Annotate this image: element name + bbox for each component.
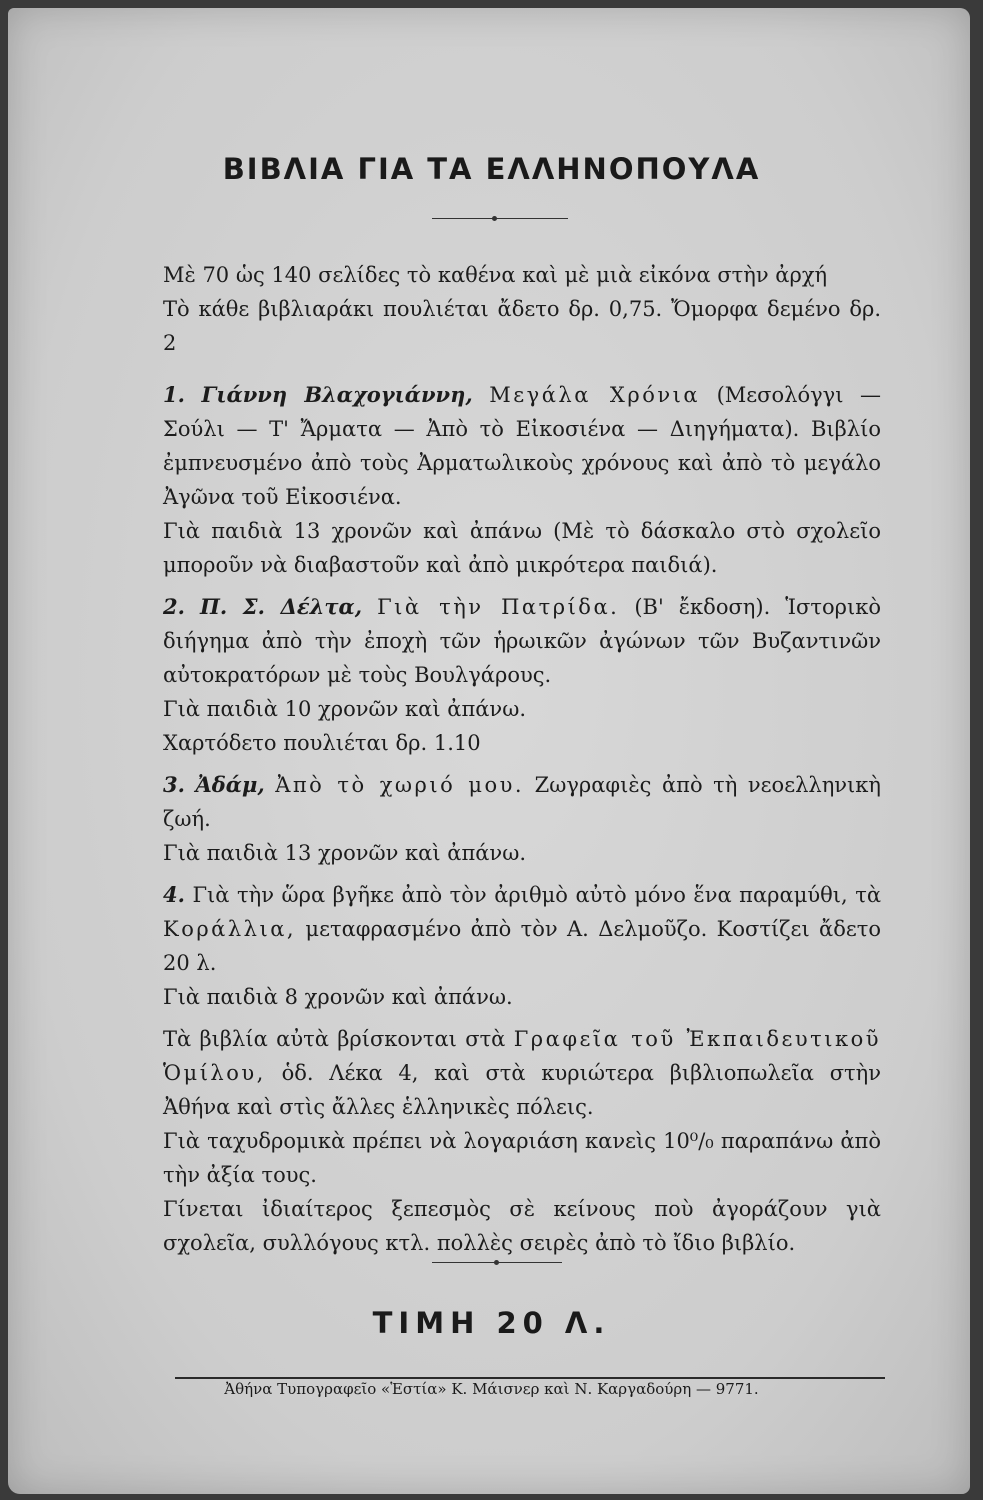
title-ornament	[432, 218, 568, 219]
footer-rule	[175, 1377, 885, 1379]
entry-2-text: (Β' ἔκδοση). Ἱστορικὸ διήγημα ἀπὸ τὴν ἐποχὴ τῶν ἡρωικῶν ἀγώνων τῶν Βυζαντινῶν αὐτοκρατόρων μὲ τοὺς Βουλγάρους.	[163, 595, 881, 687]
closing-1-b: ὁδ. Λέκα 4, καὶ στὰ κυριώτερα βιβλιοπωλεῖα στὴν Ἀθήνα καὶ στὶς ἄλλες ἑλληνικὲς πόλεις.	[163, 1061, 881, 1119]
document-body	[163, 258, 881, 1260]
entry-4-text-b: μεταφρασμένο ἀπὸ τὸν Α. Δελμοῦζο. Κοστίζει ἄδετο 20 λ.	[163, 917, 881, 975]
entry-2-title: Γιὰ τὴν Πατρίδα.	[377, 595, 620, 619]
price-label: ΤΙΜΗ 20 Λ.	[372, 1306, 611, 1340]
entry-3-number: 3.	[163, 772, 185, 797]
entry-2-author: Π. Σ. Δέλτα,	[199, 594, 363, 619]
entry-3-title: Ἀπὸ τὸ χωριό μου.	[275, 773, 525, 797]
intro-line-1: Μὲ 70 ὡς 140 σελίδες τὸ καθένα καὶ μὲ μιὰ εἰκόνα στὴν ἀρχή	[163, 263, 828, 287]
closing-paragraph-3: Γίνεται ἰδιαίτερος ξεπεσμὸς σὲ κείνους ποὺ ἀγοράζουν γιὰ σχολεῖα, συλλόγους κτλ. πολλὲς σειρὲς ἀπὸ τὸ ἴδιο βιβλίο.	[163, 1197, 881, 1255]
closing-1-a: Τὰ βιβλία αὐτὰ βρίσκονται στὰ	[163, 1027, 514, 1051]
printer-imprint: Ἀθήνα Τυπογραφεῖο «Ἑστία» Κ. Μάισνερ καὶ Ν. Καργαδούρη — 9771.	[224, 1380, 759, 1398]
intro-line-2: Τὸ κάθε βιβλιαράκι πουλιέται ἄδετο δρ. 0,75. Ὄμορφα δεμένο δρ. 2	[163, 297, 881, 355]
entry-1-author: Γιάννη Βλαχογιάννη,	[201, 382, 473, 407]
entry-4-title: Κοράλλια,	[163, 917, 297, 941]
closing-paragraph-1	[163, 1022, 881, 1124]
entry-3-text: Ζωγραφιὲς ἀπὸ τὴ νεοελληνικὴ ζωή.	[163, 773, 881, 831]
entry-2-number: 2.	[163, 594, 185, 619]
entry-1-number: 1.	[163, 382, 185, 407]
section-divider	[432, 1262, 562, 1263]
entry-1	[163, 378, 881, 514]
entry-3-note: Γιὰ παιδιὰ 13 χρονῶν καὶ ἀπάνω.	[163, 841, 526, 865]
entry-4-text-a: Γιὰ τὴν ὥρα βγῆκε ἀπὸ τὸν ἀριθμὸ αὐτὸ μόνο ἕνα παραμύθι, τὰ	[184, 883, 881, 907]
page-title: ΒΙΒΛΙΑ ΓΙΑ ΤΑ ΕΛΛΗΝΟΠΟΥΛΑ	[222, 152, 761, 186]
entry-3	[163, 768, 881, 836]
entry-3-author: Ἀδάμ,	[195, 772, 265, 797]
entry-4-note: Γιὰ παιδιὰ 8 χρονῶν καὶ ἀπάνω.	[163, 985, 513, 1009]
entry-1-note: Γιὰ παιδιὰ 13 χρονῶν καὶ ἀπάνω (Μὲ τὸ δάσκαλο στὸ σχολεῖο μποροῦν νὰ διαβαστοῦν καὶ ἀπὸ μικρότερα παιδιά).	[163, 519, 881, 577]
closing-1-spaced: Γραφεῖα τοῦ Ἐκπαιδευτικοῦ Ὁμίλου,	[163, 1027, 882, 1085]
entry-4-number: 4.	[163, 882, 185, 907]
entry-4	[163, 878, 881, 980]
entry-2-price: Χαρτόδετο πουλιέται δρ. 1.10	[163, 731, 481, 755]
entry-2	[163, 590, 881, 692]
closing-paragraph-2: Γιὰ ταχυδρομικὰ πρέπει νὰ λογαριάση κανεὶς 10⁰/₀ παραπάνω ἀπὸ τὴν ἀξία τους.	[163, 1129, 881, 1187]
entry-1-text: (Μεσολόγγι — Σούλι — Τ' Ἄρματα — Ἀπὸ τὸ Εἰκοσιένα — Διηγήματα). Βιβλίο ἐμπνευσμένο ἀπὸ τοὺς Ἀρματωλικοὺς χρόνους καὶ ἀπὸ τὸ μεγάλο Ἀγῶνα τοῦ Εἰκοσιένα.	[163, 383, 881, 509]
entry-2-note: Γιὰ παιδιὰ 10 χρονῶν καὶ ἀπάνω.	[163, 697, 526, 721]
entry-1-title: Μεγάλα Χρόνια	[489, 383, 701, 407]
